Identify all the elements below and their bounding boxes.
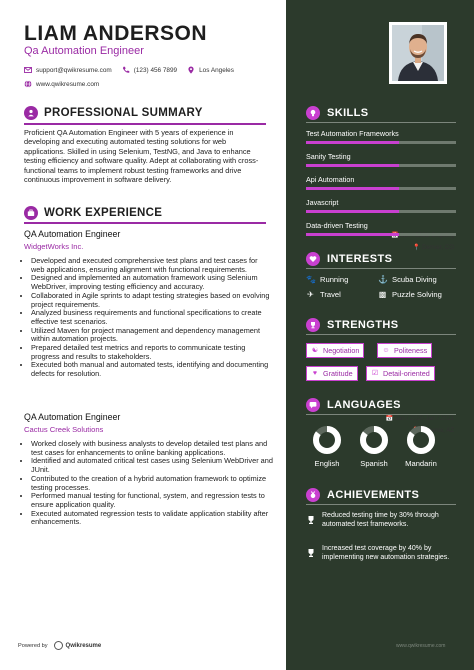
language-label: Mandarin (405, 459, 437, 468)
skill-level-bar (306, 210, 456, 213)
interests-heading (306, 252, 392, 266)
footer (18, 641, 101, 650)
diving-icon: ⚓ (378, 275, 388, 284)
skill-item (306, 152, 456, 167)
strength-tag (366, 366, 435, 381)
strengths-heading (306, 318, 398, 332)
list-item: • Worked closely with business analysts to develop detailed test plans and test cases for enhancements to online banking applications. (31, 440, 273, 457)
heart-icon (306, 252, 320, 266)
sidebar (286, 0, 474, 670)
language-item (396, 425, 446, 468)
interest-label: Running (320, 275, 349, 284)
medal-icon (306, 488, 320, 502)
skills-title: SKILLS (327, 107, 369, 119)
contact-row (24, 66, 244, 74)
achievements-divider (306, 504, 456, 505)
job-bullets (24, 257, 273, 379)
list-item: • Identified and automated critical test cases using Selenium WebDriver and JUnit. (31, 457, 273, 474)
skill-label: Api Automation (306, 175, 355, 184)
checklist-icon: ☑ (371, 369, 379, 377)
brand-text[interactable]: Qwikresume (65, 642, 102, 649)
achievement-item (306, 512, 456, 529)
strength-label: Gratitude (323, 369, 353, 378)
skill-label: Javascript (306, 198, 339, 207)
summary-text: Proficient QA Automation Engineer with 5 years of experience in developing and executing automated testing solutions for web applications. Skilled in using Selenium, TestNG, and Java to enhance testing efficiency and software quality. Adept at collaborating with cross-functional teams to implement robust testing frameworks and drive continuous improvement in software delivery. (24, 128, 259, 185)
skill-level-fill (306, 210, 399, 213)
summary-divider (24, 123, 266, 125)
interest-label: Travel (320, 290, 341, 299)
handshake-icon: ☯ (311, 346, 319, 354)
list-item: • Performed manual testing for functional, system, and regression tests to ensure application quality. (31, 492, 273, 509)
paw-icon: 🐾 (306, 275, 316, 284)
skill-level-fill (306, 233, 399, 236)
candidate-name: LIAM ANDERSON (24, 22, 208, 45)
location-pin-icon (187, 66, 195, 74)
website-row (24, 80, 109, 88)
candidate-title: Qa Automation Engineer (24, 45, 144, 57)
job-company: WidgetWorks Inc. (24, 242, 84, 251)
interest-label: Puzzle Solving (392, 290, 442, 299)
job-dates-text: Jan / 2020-Jan / 2021 (395, 415, 454, 422)
person-icon (24, 106, 38, 120)
list-item: • Analyzed business requirements and functional specifications to create effective test scenarios. (31, 309, 273, 326)
interest-item (306, 275, 348, 284)
email-text: support@qwikresume.com (36, 66, 112, 74)
skill-label: Test Automation Frameworks (306, 129, 399, 138)
phone-text: (123) 456 7899 (133, 66, 178, 74)
trophy-icon (306, 545, 316, 555)
language-item (349, 425, 399, 468)
skill-item (306, 175, 456, 190)
trophy-icon (306, 512, 316, 522)
strengths-title: STRENGTHS (327, 319, 399, 331)
skill-level-fill (306, 141, 399, 144)
location-item (187, 66, 234, 74)
speech-bubble-icon (306, 398, 320, 412)
language-item (302, 425, 352, 468)
smile-icon: ☺ (382, 346, 390, 354)
location-pin-icon: 📍 (412, 244, 423, 251)
location-pin-icon: 📍 (411, 427, 422, 434)
language-level-ring (359, 425, 389, 455)
strength-label: Detail-oriented (383, 369, 430, 378)
skill-item (306, 221, 456, 236)
puzzle-icon: ▩ (378, 290, 387, 299)
list-item: • Executed both manual and automated tests, identifying and documenting defects for resolution. (31, 361, 273, 378)
trophy-icon (306, 318, 320, 332)
achievement-text: Increased test coverage by 40% by implementing new automation strategies. (322, 545, 450, 561)
skills-divider (306, 122, 456, 123)
language-label: Spanish (360, 459, 388, 468)
language-level-ring (312, 425, 342, 455)
summary-title: PROFESSIONAL SUMMARY (44, 107, 203, 119)
list-item: • Executed automated regression tests to validate application stability after enhancements. (31, 510, 273, 527)
achievements-heading (306, 488, 419, 502)
skill-label: Sanity Testing (306, 152, 351, 161)
list-item: • Utilized Maven for project management and dependency management within automation projects. (31, 327, 273, 344)
job-title: QA Automation Engineer (24, 412, 121, 422)
job-bullets (24, 440, 273, 527)
job-location-text: Phoenix, AZ (421, 427, 454, 434)
language-level-ring (406, 425, 436, 455)
website-text: www.qwikresume.com (36, 80, 100, 88)
skill-level-bar (306, 141, 456, 144)
plane-icon: ✈ (307, 290, 314, 299)
briefcase-icon (24, 206, 38, 220)
interests-divider (306, 268, 456, 269)
interest-item (378, 290, 442, 299)
phone-icon (122, 66, 130, 74)
languages-title: LANGUAGES (327, 399, 401, 411)
strength-tag (306, 366, 358, 381)
skill-level-fill (306, 164, 399, 167)
skill-item (306, 129, 456, 144)
languages-divider (306, 414, 456, 415)
globe-icon (24, 80, 32, 88)
job-location-text: Denver, CO (422, 244, 454, 251)
skills-heading (306, 106, 369, 120)
website-item[interactable] (24, 80, 99, 88)
summary-heading (24, 106, 203, 120)
list-item: • Developed and executed comprehensive test plans and test cases for web applications, ensuring alignment with functional requirements. (31, 257, 273, 274)
interests-title: INTERESTS (327, 253, 393, 265)
profile-photo (389, 22, 447, 84)
job-title: QA Automation Engineer (24, 229, 121, 239)
skill-level-bar (306, 233, 456, 236)
skill-level-fill (306, 187, 399, 190)
skill-item (306, 198, 456, 213)
interest-label: Scuba Diving (392, 275, 437, 284)
strength-label: Negotiation (323, 346, 360, 355)
powered-by-text: Powered by (18, 642, 48, 649)
strength-tag (377, 343, 432, 358)
language-label: English (314, 459, 340, 468)
skill-level-bar (306, 187, 456, 190)
interest-item (306, 290, 341, 299)
languages-heading (306, 398, 401, 412)
strength-label: Politeness (394, 346, 428, 355)
lightbulb-icon (306, 106, 320, 120)
calendar-icon: 📅 (385, 415, 396, 422)
email-item[interactable] (24, 66, 112, 74)
experience-divider (24, 222, 266, 224)
qwikresume-logo-icon (54, 641, 63, 650)
experience-heading (24, 206, 162, 220)
experience-title: WORK EXPERIENCE (44, 207, 163, 219)
strengths-divider (306, 334, 456, 335)
interest-item (378, 275, 437, 284)
list-item: • Contributed to the creation of a hybrid automation framework to optimize testing processes. (31, 475, 273, 492)
list-item: • Prepared detailed test metrics and reports to communicate testing progress and results to stakeholders. (31, 344, 273, 361)
phone-item[interactable] (122, 66, 177, 74)
list-item: • Designed and implemented an automation framework using Selenium WebDriver, improving testing efficiency and accuracy. (31, 274, 273, 291)
achievement-item (306, 545, 456, 562)
list-item: • Collaborated in Agile sprints to adapt testing strategies based on evolving project requirements. (31, 292, 273, 309)
job-dates (386, 415, 454, 422)
job-company: Cactus Creek Solutions (24, 425, 104, 434)
achievement-text: Reduced testing time by 30% through automated test frameworks. (322, 512, 439, 528)
skill-label: Data-driven Testing (306, 221, 368, 230)
location-text: Los Angeles (199, 66, 234, 74)
footer-url[interactable]: www.qwikresume.com (396, 643, 446, 649)
email-icon (24, 66, 32, 74)
job-location (413, 244, 454, 251)
achievements-title: ACHIEVEMENTS (327, 489, 420, 501)
heart-icon: ♥ (312, 369, 318, 377)
skill-level-bar (306, 164, 456, 167)
strength-tag (306, 343, 364, 358)
